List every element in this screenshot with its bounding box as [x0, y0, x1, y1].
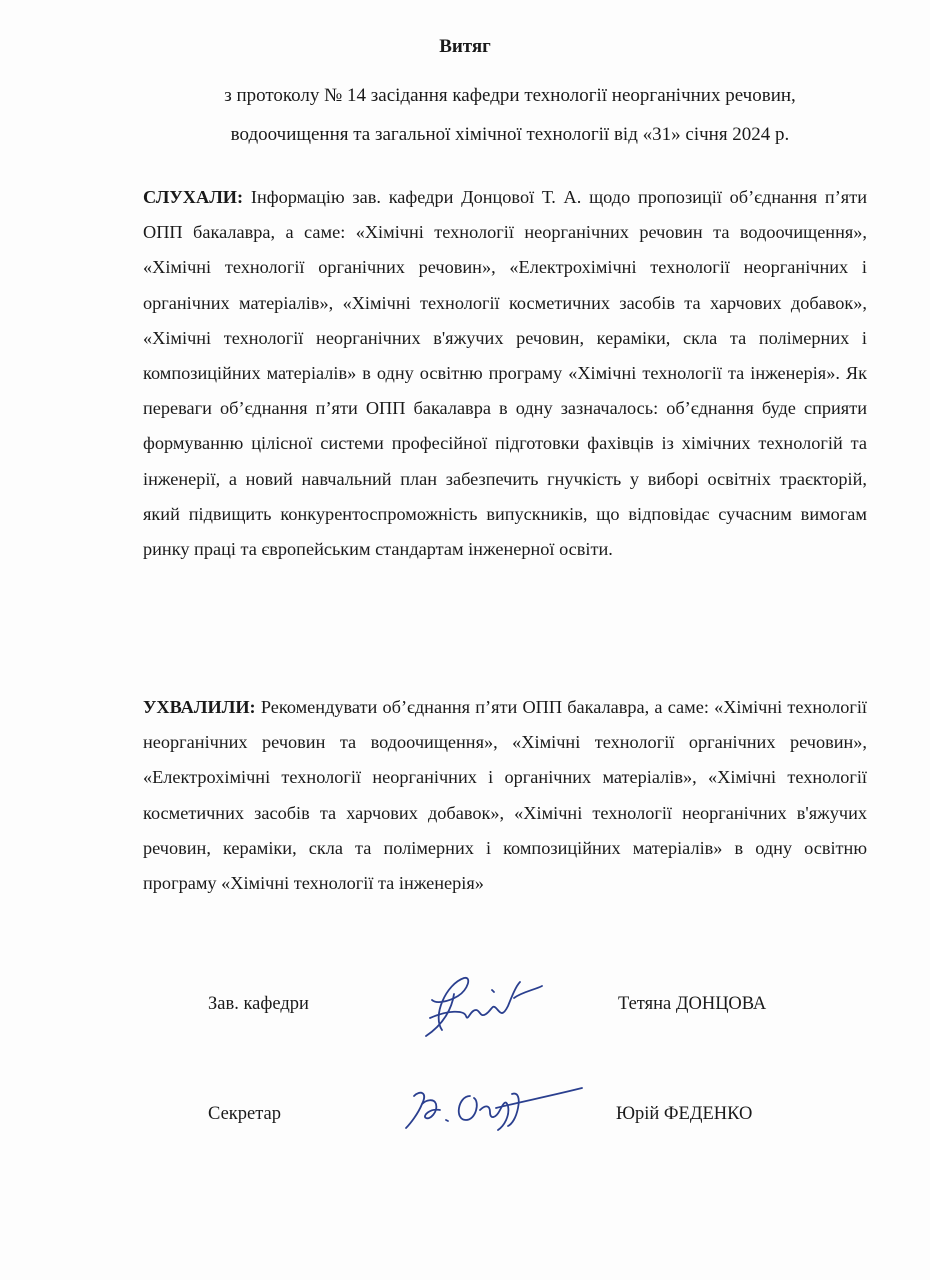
subtitle-line-2: водоочищення та загальної хімічної технології від «31» січня 2024 р. [230, 124, 790, 145]
document-subtitle [140, 76, 880, 154]
subtitle-line-1: з протоколу № 14 засідання кафедри технології неорганічних речовин, [224, 85, 796, 106]
handwritten-signature-icon [400, 1080, 590, 1140]
handwritten-signature-icon [408, 970, 558, 1045]
signature-role: Секретар [208, 1104, 281, 1124]
signature-row-head [0, 970, 930, 1050]
signature-row-secretary [0, 1080, 930, 1160]
document-title: Витяг [439, 36, 491, 57]
heard-paragraph [143, 180, 867, 567]
heard-text: Інформацію зав. кафедри Донцової Т. А. щодо пропозиції об’єднання п’яти ОПП бакалавра, а саме: «Хімічні технології неорганічних речовин та водоочищення», «Хімічні технології органічних речовин», «Електрохімічні технології неорганічних і органічних матеріалів», «Хімічні технології косметичних засобів та харчових добавок», «Хімічні технології неорганічних в'яжучих речовин, кераміки, скла та полімерних і композиційних матеріалів» в одну освітню програму «Хімічні технології та інженерія». Як переваги об’єднання п’яти ОПП бакалавра в одну зазначалось: об’єднання буде сприяти формуванню цілісної системи професійної підготовки фахівців із хімічних технологій та інженерії, а новий навчальний план забезпечить гнучкість у виборі освітніх траєкторій, який підвищить конкурентоспроможність випускників, що відповідає сучасним вимогам ринку праці та європейським стандартам інженерної освіти. [143, 187, 867, 560]
signature-name: Юрій ФЕДЕНКО [616, 1104, 753, 1124]
resolved-label: УХВАЛИЛИ: [143, 697, 256, 717]
signature-name: Тетяна ДОНЦОВА [618, 994, 767, 1014]
resolved-paragraph [143, 690, 867, 901]
heard-label: СЛУХАЛИ: [143, 187, 244, 207]
signature-role: Зав. кафедри [208, 994, 309, 1014]
resolved-text: Рекомендувати об’єднання п’яти ОПП бакалавра, а саме: «Хімічні технології неорганічних речовин та водоочищення», «Хімічні технології органічних речовин», «Електрохімічні технології неорганічних і органічних матеріалів», «Хімічні технології косметичних засобів та харчових добавок», «Хімічні технології неорганічних в'яжучих речовин, кераміки, скла та полімерних і композиційних матеріалів» в одну освітню програму «Хімічні технології та інженерія» [143, 697, 867, 894]
